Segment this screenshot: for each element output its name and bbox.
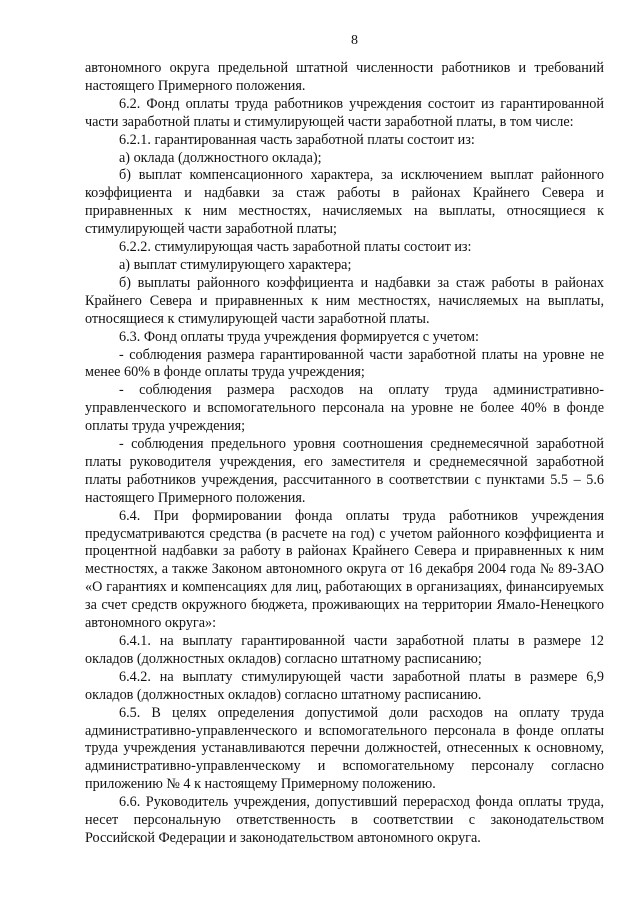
paragraph: 6.3. Фонд оплаты труда учреждения формируется с учетом:: [119, 328, 479, 345]
paragraph: 6.2.2. стимулирующая часть заработной платы состоит из:: [119, 239, 472, 256]
paragraph: 6.4.2. на выплату стимулирующей части заработной платы в размере 6,9 окладов (должностных окладов) согласно штатному расписанию.: [85, 668, 604, 703]
paragraph: автономного округа предельной штатной численности работников и требований настоящего Примерного положения.: [85, 60, 604, 94]
paragraph: 6.2.1. гарантированная часть заработной платы состоит из:: [119, 131, 475, 148]
paragraph: 6.4.1. на выплату гарантированной части заработной платы в размере 12 окладов (должностных окладов) согласно штатному расписанию;: [85, 633, 604, 667]
paragraph: - соблюдения размера расходов на оплату труда административно-управленческого и вспомогательного персонала на уровне не более 40% в фонде оплаты труда учреждения;: [85, 382, 604, 435]
paragraph: а) выплат стимулирующего характера;: [119, 256, 352, 273]
paragraph: - соблюдения предельного уровня соотношения среднемесячной заработной платы руководителя учреждения, его заместителя и среднемесячной заработной платы работников учреждения, рассчитанного в соответствии с пунктами 5.5 – 5.6 настоящего Примерного положения.: [85, 436, 604, 506]
paragraph: 6.5. В целях определения допустимой доли расходов на оплату труда административно-управленческого и вспомогательного персонала в фонде оплаты труда учреждения устанавливаются перечни должностей, отнесенных к основному, административно-управленческому и вспомогательному персоналу согласно приложению № 4 к настоящему Примерному положению.: [85, 704, 604, 793]
paragraph: - соблюдения размера гарантированной части заработной платы на уровне не менее 60% в фонде оплаты труда учреждения;: [85, 346, 604, 381]
document-body: [85, 60, 604, 848]
paragraph: а) оклада (должностного оклада);: [119, 149, 322, 166]
paragraph: 6.4. При формировании фонда оплаты труда работников учреждения предусматриваются средства (в расчете на год) с учетом районного коэффициента и процентной надбавки за работу в районах Крайнего Севера и приравненных к ним местностях, а также Законом автономного округа от 16 декабря 2004 года № 89-ЗАО «О гарантиях и компенсациях для лиц, работающих в организациях, финансируемых за счет средств окружного бюджета, проживающих на территории Ямало-Ненецкого автономного округа»:: [85, 507, 604, 632]
paragraph: 6.2. Фонд оплаты труда работников учреждения состоит из гарантированной части заработной платы и стимулирующей части заработной платы, в том числе:: [85, 95, 604, 130]
page-number: 8: [351, 33, 358, 48]
paragraph: б) выплаты районного коэффициента и надбавки за стаж работы в районах Крайнего Севера и приравненных к ним местностях, начисляемых на выплаты, относящиеся к стимулирующей части заработной платы.: [85, 274, 604, 327]
paragraph: 6.6. Руководитель учреждения, допустивший перерасход фонда оплаты труда, несет персональную ответственность в соответствии с законодательством Российской Федерации и законодательством автономного округа.: [85, 794, 604, 846]
paragraph: б) выплат компенсационного характера, за исключением выплат районного коэффициента и надбавки за стаж работы в районах Крайнего Севера и приравненных к ним местностях, начисляемых на выплаты, относящиеся к стимулирующей части заработной платы;: [85, 167, 604, 238]
